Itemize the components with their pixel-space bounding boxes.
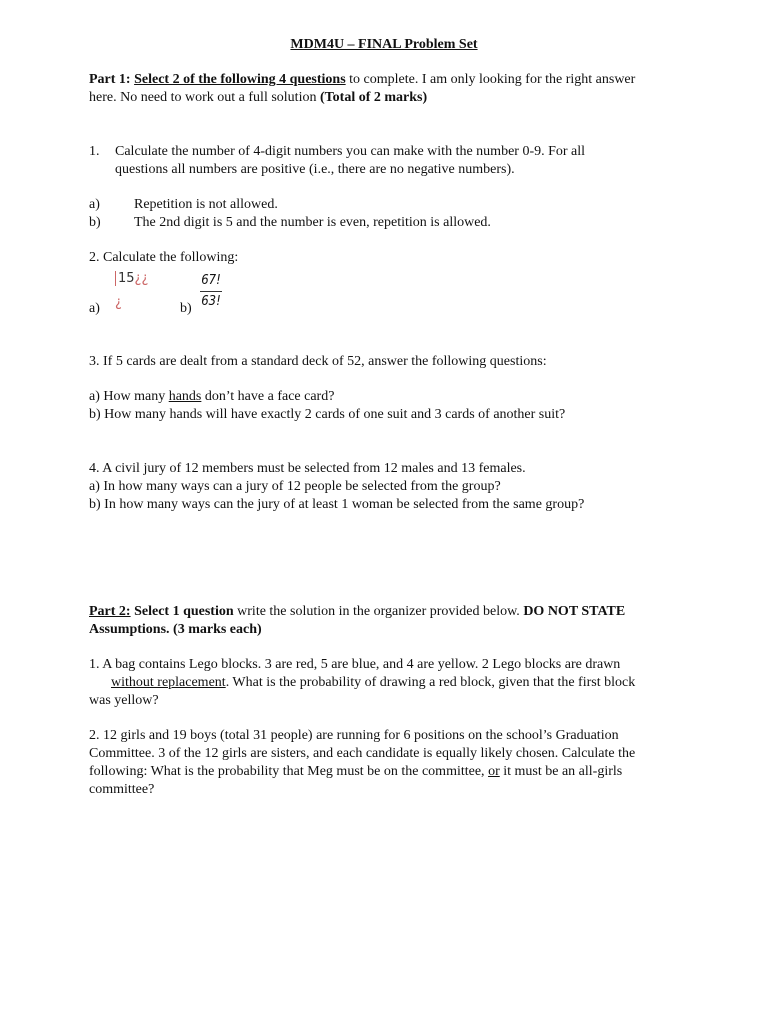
part2-instructions-line2: Assumptions. (3 marks each) — [89, 622, 262, 637]
p2-q1-line2 — [111, 674, 721, 692]
q3-a-post: don’t have a face card? — [201, 389, 335, 404]
q3-a-pre: a) How many — [89, 389, 169, 404]
part2-label: Part 2: — [89, 604, 131, 619]
q1-line1: Calculate the number of 4-digit numbers you can make with the number 0-9. For all — [115, 144, 586, 159]
p2-q1-line2-rest: . What is the probability of drawing a red block, given that the first block — [225, 675, 636, 690]
part1-label: Part 1: — [89, 72, 131, 87]
part1-instr-rest: to complete. I am only looking for the right answer — [345, 72, 636, 87]
p2-q2-line3-post: it must be an all-girls — [499, 764, 623, 779]
part1-instructions-line2 — [89, 89, 699, 107]
q2-a-expr-glyph: ¿¿ — [134, 271, 149, 286]
p2-q2-line3-pre: following: What is the probability that Meg must be on the committee, — [89, 764, 489, 779]
q1-b-label: b) — [89, 215, 101, 230]
q2-a-expression — [115, 270, 148, 312]
q4-text: 4. A civil jury of 12 members must be selected from 12 males and 13 females. — [89, 461, 526, 476]
p2-q2-line4: committee? — [89, 782, 155, 797]
part2-do-not-state: DO NOT STATE — [523, 604, 626, 619]
part2-instr-rest: write the solution in the organizer provided below. — [233, 604, 524, 619]
fraction-bar — [200, 291, 222, 292]
q2-b-numerator: 67! — [201, 273, 221, 288]
part1-instructions — [89, 71, 699, 89]
q2-a-label: a) — [89, 301, 100, 316]
q1-a-label: a) — [89, 197, 100, 212]
q2-a-expr-top: 15 — [115, 271, 135, 286]
p2-q2-line2: Committee. 3 of the 12 girls are sisters, and each candidate is equally likely chosen. Calculate the — [89, 746, 636, 761]
q2-b-fraction — [200, 272, 222, 311]
p2-q2-line1: 2. 12 girls and 19 boys (total 31 people) are running for 6 positions on the school’s Graduation — [89, 728, 619, 743]
q2-a-expr-bottom-glyph: ¿ — [115, 295, 122, 310]
q1-line2: questions all numbers are positive (i.e., there are no negative numbers). — [115, 162, 515, 177]
q3-a — [89, 388, 699, 406]
page-title: MDM4U – FINAL Problem Set — [290, 37, 478, 52]
p2-q1-line1: 1. A bag contains Lego blocks. 3 are red, 5 are blue, and 4 are yellow. 2 Lego blocks are drawn — [89, 657, 621, 672]
q1-b-text: The 2nd digit is 5 and the number is even, repetition is allowed. — [134, 215, 491, 230]
part1-instr-line2-text: here. No need to work out a full solution — [89, 90, 320, 105]
p2-q2-line3 — [89, 763, 699, 781]
p2-q1-without-replacement: without replacement — [111, 675, 226, 690]
p2-q2-or: or — [488, 764, 500, 779]
q4-b: b) In how many ways can the jury of at least 1 woman be selected from the same group? — [89, 497, 585, 512]
q3-text: 3. If 5 cards are dealt from a standard deck of 52, answer the following questions: — [89, 354, 547, 369]
q2-b-label: b) — [180, 301, 192, 316]
q2-text: 2. Calculate the following: — [89, 250, 239, 265]
p2-q1-line3: was yellow? — [89, 693, 159, 708]
q1-a-text: Repetition is not allowed. — [134, 197, 278, 212]
part2-select-text: Select 1 question — [130, 604, 234, 619]
part1-total-marks: (Total of 2 marks) — [319, 90, 428, 105]
q3-b: b) How many hands will have exactly 2 cards of one suit and 3 cards of another suit? — [89, 407, 566, 422]
q1-number: 1. — [89, 144, 100, 159]
q4-a: a) In how many ways can a jury of 12 people be selected from the group? — [89, 479, 501, 494]
q2-b-denominator: 63! — [201, 294, 221, 309]
part1-select-text: Select 2 of the following 4 questions — [134, 72, 346, 87]
q3-a-hands: hands — [168, 389, 202, 404]
part2-instructions — [89, 603, 699, 621]
